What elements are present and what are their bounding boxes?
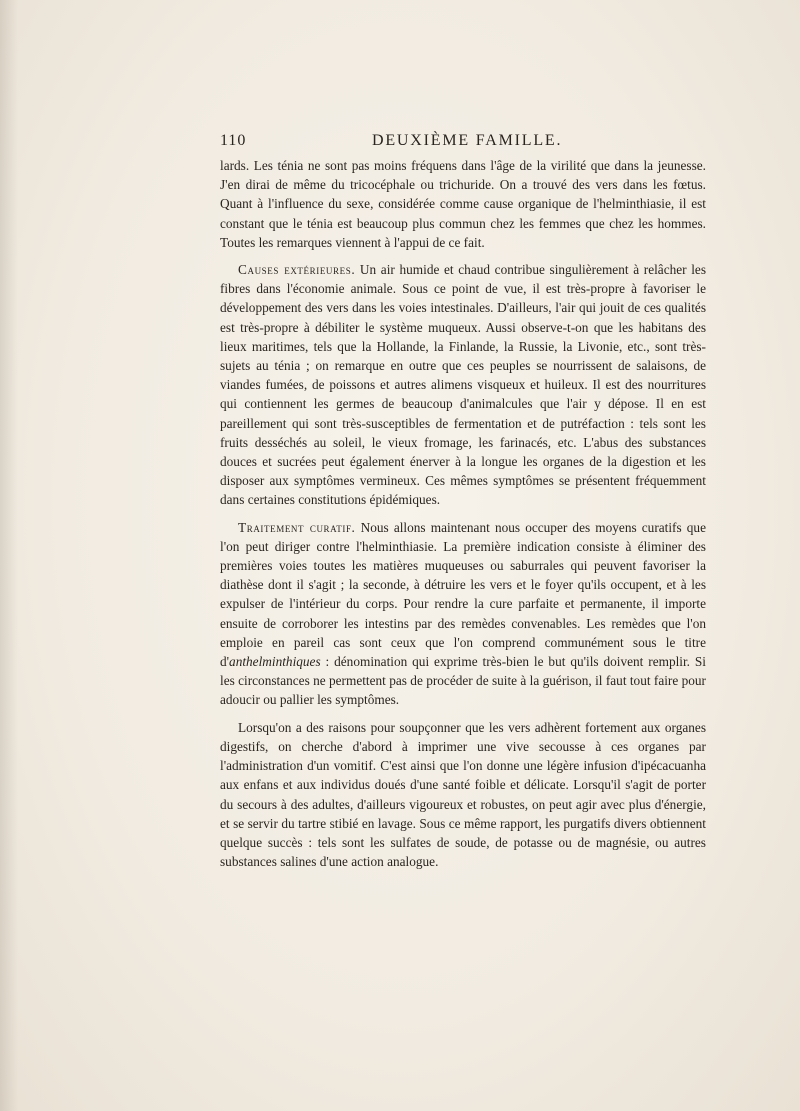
paragraph-traitement-curatif — [220, 518, 706, 710]
paragraph-text: Un air humide et chaud contribue singulièrement à relâcher les fibres dans l'économie animale. Sous ce point de vue, il est très-propre à favoriser le développement des vers dans les voies intestinales. D'ailleurs, l'air qui jouit de ces qualités est très-propre à débiliter le système muqueux. Aussi observe-t-on que les habitans des lieux maritimes, tels que la Hollande, la Finlande, la Russie, la Livonie, etc., sont très-sujets au ténia ; on remarque en outre que ces peuples se nourrissent de salaisons, de viandes fumées, de poissons et autres alimens visqueux et huileux. Il est des nourritures qui contiennent les germes de beaucoup d'animalcules que l'air y dépose. Il en est pareillement qui sont très-susceptibles de fermentation et de putréfaction : tels sont les fruits desséchés au soleil, le vieux fromage, les farinacés, etc. L'abus des substances douces et sucrées peut également énerver à la longue les organes de la digestion et les disposer aux symptômes vermineux. Ces mêmes symptômes se présentent fréquemment dans certaines constitutions épidémiques. — [220, 262, 706, 508]
paragraph-heading: Traitement curatif. — [238, 519, 356, 535]
paragraph-causes-exterieures — [220, 260, 706, 510]
paragraph-text: Nous allons maintenant nous occuper des moyens curatifs que l'on peut diriger contre l'helminthiasie. La première indication consiste à éliminer des premières voies toutes les matières muqueuses ou saburrales qui peuvent favoriser la diathèse dont il s'agit ; la seconde, à détruire les vers et le foyer qu'ils occupent, et à les expulser de l'intérieur du corps. Pour rendre la cure parfaite et permanente, il importe ensuite de corroborer les intestins par des remèdes convenables. Les remèdes que l'on emploie en pareil cas sont ceux que l'on comprend communément sous le titre d' — [220, 519, 706, 670]
paragraph-text-continued: : dénomination qui exprime très-bien le but qu'ils doivent remplir. Si les circonstances ne permettent pas de procéder de suite à la guérison, il faut tout faire pour adoucir ou pallier les symptômes. — [220, 654, 706, 708]
section-title: DEUXIÈME FAMILLE. — [372, 132, 563, 149]
page-number: 110 — [220, 132, 247, 149]
running-head — [220, 132, 706, 156]
main-text — [220, 156, 706, 871]
page-gutter-shadow — [0, 0, 18, 1111]
paragraph-4: Lorsqu'on a des raisons pour soupçonner que les vers adhèrent fortement aux organes digestifs, on cherche d'abord à imprimer une vive secousse à ces organes par l'administration d'un vomitif. C'est ainsi que l'on donne une légère infusion d'ipécacuanha aux enfans et aux individus doués d'une santé foible et délicate. Lorsqu'il s'agit de porter du secours à des adultes, d'ailleurs vigoureux et robustes, on peut agir avec plus d'énergie, et se servir du tartre stibié en lavage. Sous ce même rapport, les purgatifs divers obtiennent quelque succès : tels sont les sulfates de soude, de potasse ou de magnésie, ou autres substances salines d'une action analogue. — [220, 719, 706, 870]
paragraph-heading: Causes extérieures. — [238, 262, 356, 278]
italic-term: anthelminthiques — [229, 654, 321, 670]
paragraph-1: lards. Les ténia ne sont pas moins fréquens dans l'âge de la virilité que dans la jeunesse. J'en dirai de même du tricocéphale ou trichuride. On a trouvé des vers dans les fœtus. Quant à l'influence du sexe, considérée comme cause organique de l'helminthiasie, il est constant que le ténia est beaucoup plus commun chez les femmes que chez les hommes. Toutes les remarques viennent à l'appui de ce fait. — [220, 158, 706, 250]
